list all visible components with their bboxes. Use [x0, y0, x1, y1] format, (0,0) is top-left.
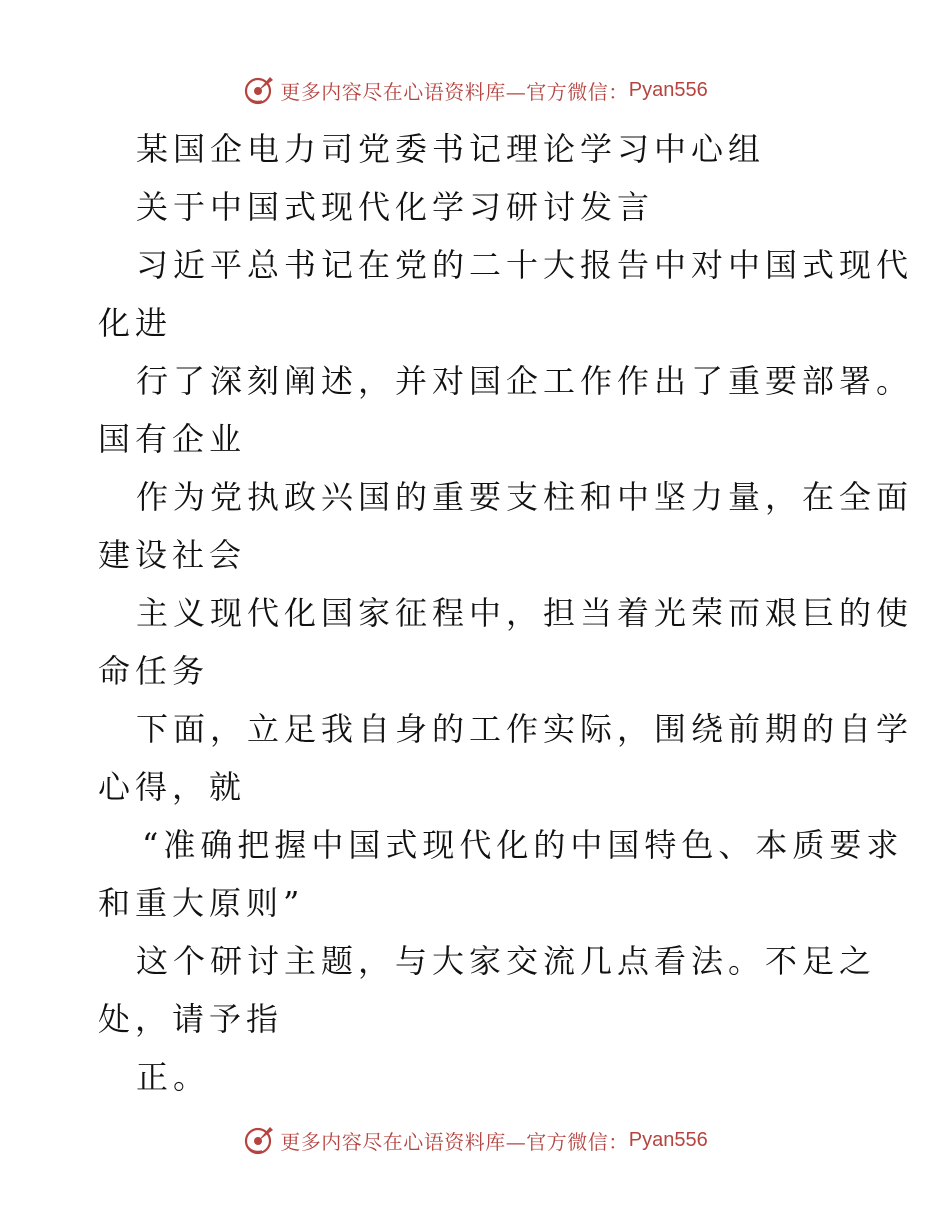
footer-banner: [0, 1120, 950, 1160]
body-line: 化进: [98, 304, 173, 342]
title-line-2: 关于中国式现代化学习研讨发言: [136, 188, 655, 226]
body-line: 心得，就: [98, 768, 247, 806]
header-banner: [0, 70, 950, 110]
body-line: 习近平总书记在党的二十大报告中对中国式现代: [136, 246, 914, 284]
body-line: 和重大原则”: [98, 884, 305, 922]
document-body: [98, 120, 914, 1106]
body-line: 命任务: [98, 652, 210, 690]
body-line: 主义现代化国家征程中，担当着光荣而艰巨的使: [136, 594, 914, 632]
wechat-handle: Pyan556: [628, 1128, 708, 1151]
body-line: 行了深刻阐述，并对国企工作作出了重要部署。: [136, 362, 914, 400]
body-line: 作为党执政兴国的重要支柱和中坚力量，在全面: [136, 478, 914, 516]
wechat-handle: Pyan556: [628, 78, 708, 101]
banner-text: 更多内容尽在心语资料库—官方微信：: [280, 79, 629, 104]
body-line: 下面，立足我自身的工作实际，围绕前期的自学: [136, 710, 914, 748]
body-line: 国有企业: [98, 420, 247, 458]
body-line: 正。: [136, 1058, 211, 1096]
quill-pen-icon: [242, 1123, 276, 1157]
title-line-1: 某国企电力司党委书记理论学习中心组: [136, 130, 766, 168]
body-line: 这个研讨主题，与大家交流几点看法。不足之: [136, 942, 877, 980]
body-line: 建设社会: [98, 536, 247, 574]
body-line: 处，请予指: [98, 1000, 284, 1038]
body-line: “准确把握中国式现代化的中国特色、本质要求: [142, 826, 904, 864]
quill-pen-icon: [242, 73, 276, 107]
banner-text: 更多内容尽在心语资料库—官方微信：: [280, 1129, 629, 1154]
